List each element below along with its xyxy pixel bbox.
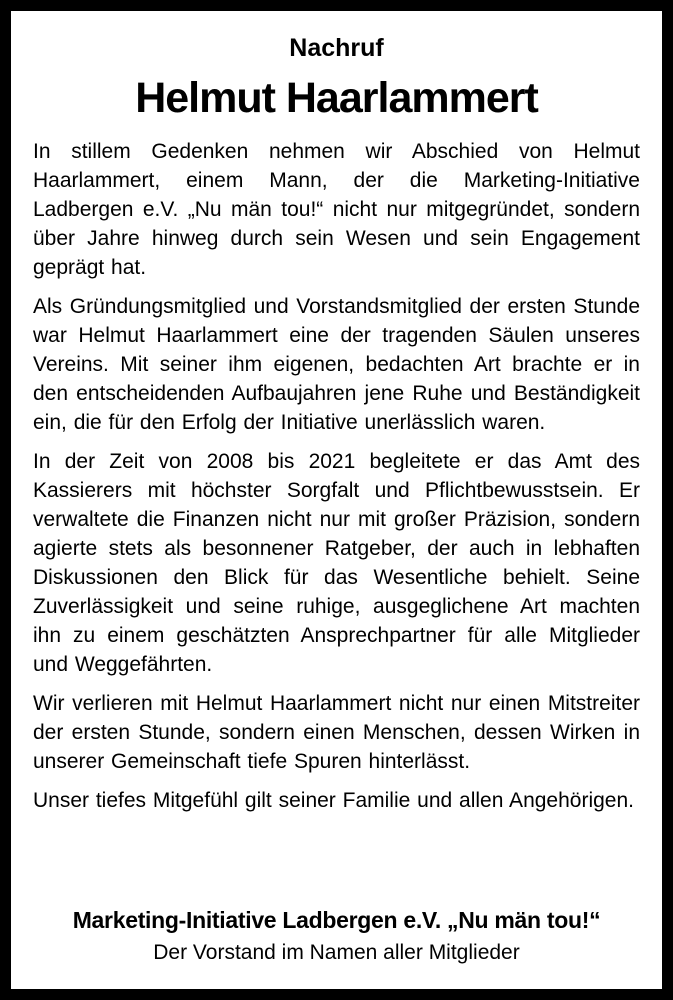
paragraph-intro: In stillem Gedenken nehmen wir Abschied von Helmut Haarlammert, einem Mann, der die Marketing-Initiative Ladbergen e.V. „Nu män tou!“ nicht nur mitgegründet, sondern über Jahre hinweg durch sein Wesen und sein Engagement geprägt hat. bbox=[33, 140, 640, 279]
obituary-body bbox=[33, 137, 640, 825]
paragraph-condolence: Unser tiefes Mitgefühl gilt seiner Familie und allen Angehörigen. bbox=[33, 789, 634, 812]
paragraph-loss: Wir verlieren mit Helmut Haarlammert nicht nur einen Mitstreiter der ersten Stunde, sondern einen Menschen, dessen Wirken in unserer Gemeinschaft tiefe Spuren hinterlässt. bbox=[33, 692, 640, 773]
organization-name: Marketing-Initiative Ladbergen e.V. „Nu män tou!“ bbox=[72, 907, 601, 933]
signoff-board: Der Vorstand im Namen aller Mitglieder bbox=[153, 941, 520, 964]
kicker-nachruf: Nachruf bbox=[289, 34, 384, 62]
signature-block bbox=[33, 899, 640, 975]
paragraph-treasurer: In der Zeit von 2008 bis 2021 begleitete er das Amt des Kassierers mit höchster Sorgfalt und Pflichtbewusstsein. Er verwaltete die Finanzen nicht nur mit großer Präzision, sondern agierte stets als besonnener Ratgeber, der auch in lebhaften Diskussionen den Blick für das Wesentliche behielt. Seine Zuverlässigkeit und seine ruhige, ausgeglichene Art machten ihn zu einem geschätzten Ansprechpartner für alle Mitglieder und Weggefährten. bbox=[33, 450, 640, 676]
paragraph-founding-member: Als Gründungsmitglied und Vorstandsmitglied der ersten Stunde war Helmut Haarlammert eine der tragenden Säulen unseres Vereins. Mit seiner ihm eigenen, bedachten Art brachte er in den entscheidenden Aufbaujahren jene Ruhe und Beständigkeit ein, die für den Erfolg der Initiative unerlässlich waren. bbox=[33, 295, 640, 434]
deceased-name-title: Helmut Haarlammert bbox=[135, 74, 538, 122]
